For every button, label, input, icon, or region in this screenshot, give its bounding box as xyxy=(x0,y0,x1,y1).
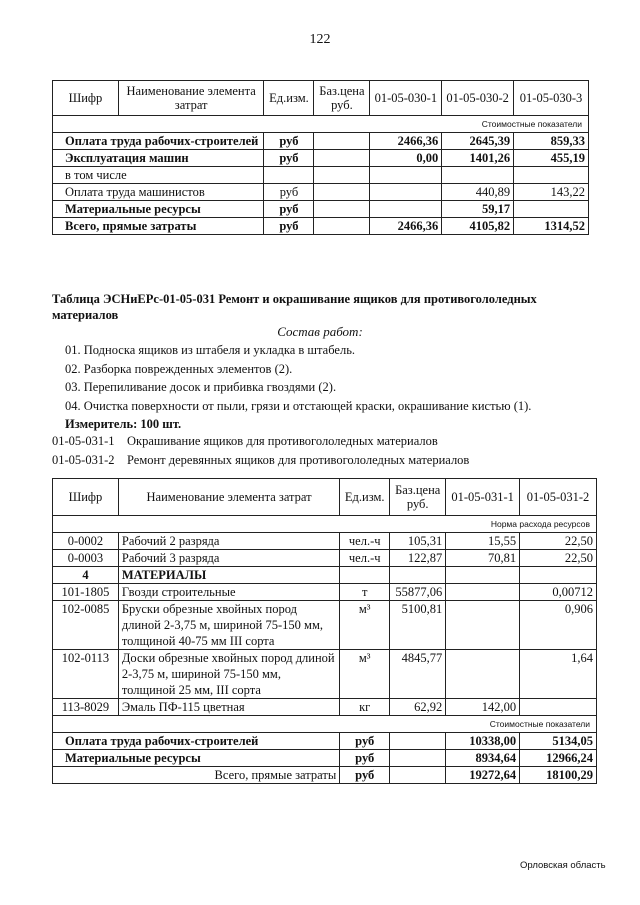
row-v3 xyxy=(514,167,589,184)
total-v2: 5134,05 xyxy=(520,733,597,750)
row-v2: 0,906 xyxy=(520,601,597,650)
region-footer: Орловская область xyxy=(520,860,606,871)
row-base xyxy=(314,201,370,218)
work-item: 01. Подноска ящиков из штабеля и укладка в штабель. xyxy=(65,343,356,357)
row-v1 xyxy=(446,584,520,601)
table-row xyxy=(53,584,597,601)
code: 01-05-031-1 xyxy=(52,434,115,448)
row-name: Рабочий 3 разряда xyxy=(118,550,339,567)
row-v2: 22,50 xyxy=(520,533,597,550)
table-row xyxy=(53,218,589,235)
cost-label: Стоимостные показатели xyxy=(53,716,597,733)
total-unit: руб xyxy=(340,767,390,784)
table-row xyxy=(53,150,589,167)
row-name: в том числе xyxy=(53,167,264,184)
row-unit xyxy=(340,567,390,584)
row-base xyxy=(314,218,370,235)
row-name: Всего, прямые затраты xyxy=(53,218,264,235)
row-base xyxy=(314,150,370,167)
row-v2: 59,17 xyxy=(442,201,514,218)
row-v2: 4105,82 xyxy=(442,218,514,235)
row-v3: 859,33 xyxy=(514,133,589,150)
table-header-row xyxy=(53,81,589,116)
row-v3: 143,22 xyxy=(514,184,589,201)
total-name: Всего, прямые затраты xyxy=(53,767,340,784)
work-item: 04. Очистка поверхности от пыли, грязи и отстающей краски, окрашивание кистью (1). xyxy=(65,399,532,413)
row-v1 xyxy=(370,184,442,201)
table-row xyxy=(53,184,589,201)
row-unit: руб xyxy=(264,201,314,218)
row-base xyxy=(314,133,370,150)
header-col1: 01-05-030-1 xyxy=(370,81,442,116)
header-name: Наименование элемента затрат xyxy=(118,479,339,516)
table-row xyxy=(53,133,589,150)
total-v2: 18100,29 xyxy=(520,767,597,784)
total-unit: руб xyxy=(340,733,390,750)
total-unit: руб xyxy=(340,750,390,767)
total-v1: 19272,64 xyxy=(446,767,520,784)
code-line xyxy=(52,453,469,468)
total-row xyxy=(53,733,597,750)
row-unit: м³ xyxy=(340,650,390,699)
norm-label-row xyxy=(53,516,597,533)
total-row xyxy=(53,750,597,767)
row-v1 xyxy=(370,201,442,218)
header-col2: 01-05-030-2 xyxy=(442,81,514,116)
row-v1: 15,55 xyxy=(446,533,520,550)
total-base xyxy=(390,767,446,784)
header-code: Шифр xyxy=(53,479,119,516)
measure-unit: Измеритель: 100 шт. xyxy=(65,417,182,431)
row-base: 4845,77 xyxy=(390,650,446,699)
row-unit: м³ xyxy=(340,601,390,650)
table-row xyxy=(53,167,589,184)
row-code: 113-8029 xyxy=(53,699,119,716)
section-label-row xyxy=(53,116,589,133)
row-base: 122,87 xyxy=(390,550,446,567)
row-name: Эмаль ПФ-115 цветная xyxy=(118,699,339,716)
row-v1 xyxy=(446,650,520,699)
row-v2: 22,50 xyxy=(520,550,597,567)
header-unit: Ед.изм. xyxy=(264,81,314,116)
page-number: 122 xyxy=(309,32,331,47)
row-base: 55877,06 xyxy=(390,584,446,601)
row-unit: чел.-ч xyxy=(340,533,390,550)
total-name: Оплата труда рабочих-строителей xyxy=(53,733,340,750)
total-base xyxy=(390,733,446,750)
code: 01-05-031-2 xyxy=(52,453,115,467)
row-code: 4 xyxy=(53,567,119,584)
cost-table-030 xyxy=(52,80,589,235)
row-v2: 2645,39 xyxy=(442,133,514,150)
row-v2 xyxy=(442,167,514,184)
row-v1: 142,00 xyxy=(446,699,520,716)
code-description: Ремонт деревянных ящиков для противогололедных материалов xyxy=(127,453,470,467)
total-v2: 12966,24 xyxy=(520,750,597,767)
row-v1 xyxy=(370,167,442,184)
table-row xyxy=(53,650,597,699)
row-v1: 0,00 xyxy=(370,150,442,167)
row-name: Рабочий 2 разряда xyxy=(118,533,339,550)
row-v1: 2466,36 xyxy=(370,218,442,235)
row-code: 102-0113 xyxy=(53,650,119,699)
row-v2 xyxy=(520,699,597,716)
table-row xyxy=(53,699,597,716)
row-unit: руб xyxy=(264,133,314,150)
work-composition-title: Состав работ: xyxy=(277,324,363,339)
header-unit: Ед.изм. xyxy=(340,479,390,516)
row-base: 62,92 xyxy=(390,699,446,716)
row-v2: 1,64 xyxy=(520,650,597,699)
row-v3 xyxy=(514,201,589,218)
table-row xyxy=(53,550,597,567)
row-v2 xyxy=(520,567,597,584)
row-unit: т xyxy=(340,584,390,601)
table-row xyxy=(53,601,597,650)
row-base xyxy=(390,567,446,584)
work-item: 02. Разборка поврежденных элементов (2). xyxy=(65,362,293,376)
header-code: Шифр xyxy=(53,81,119,116)
row-code: 101-1805 xyxy=(53,584,119,601)
row-unit: руб xyxy=(264,150,314,167)
total-base xyxy=(390,750,446,767)
row-v3: 1314,52 xyxy=(514,218,589,235)
row-code: 0-0002 xyxy=(53,533,119,550)
header-name: Наименование элемента затрат xyxy=(118,81,264,116)
row-name: Доски обрезные хвойных пород длиной 2-3,75 м, шириной 75-150 мм, толщиной 25 мм, III сорта xyxy=(118,650,339,699)
row-base xyxy=(314,167,370,184)
table-row xyxy=(53,533,597,550)
row-v2: 0,00712 xyxy=(520,584,597,601)
row-name: Оплата труда машинистов xyxy=(53,184,264,201)
row-name: Бруски обрезные хвойных пород длиной 2-3,75 м, шириной 75-150 мм, толщиной 40-75 мм III сорта xyxy=(118,601,339,650)
header-col3: 01-05-030-3 xyxy=(514,81,589,116)
table-row xyxy=(53,201,589,218)
code-description: Окрашивание ящиков для противогололедных материалов xyxy=(127,434,438,448)
row-name: Оплата труда рабочих-строителей xyxy=(53,133,264,150)
row-name: Материальные ресурсы xyxy=(53,201,264,218)
total-v1: 8934,64 xyxy=(446,750,520,767)
row-name: Эксплуатация машин xyxy=(53,150,264,167)
row-unit: кг xyxy=(340,699,390,716)
row-code: 102-0085 xyxy=(53,601,119,650)
total-row xyxy=(53,767,597,784)
table-title: Таблица ЭСНиЕРс-01-05-031 Ремонт и окрашивание ящиков для противогололедных материалов xyxy=(52,292,537,322)
row-v1 xyxy=(446,601,520,650)
work-item: 03. Перепиливание досок и прибивка гвоздями (2). xyxy=(65,380,337,394)
norm-label: Норма расхода ресурсов xyxy=(53,516,597,533)
row-name: Гвозди строительные xyxy=(118,584,339,601)
code-line xyxy=(52,434,438,449)
row-v2: 1401,26 xyxy=(442,150,514,167)
table-header-row xyxy=(53,479,597,516)
header-col1: 01-05-031-1 xyxy=(446,479,520,516)
header-base-price: Баз.цена руб. xyxy=(390,479,446,516)
row-code: 0-0003 xyxy=(53,550,119,567)
row-v1 xyxy=(446,567,520,584)
row-v3: 455,19 xyxy=(514,150,589,167)
total-name: Материальные ресурсы xyxy=(53,750,340,767)
header-base-price: Баз.цена руб. xyxy=(314,81,370,116)
cost-label-row xyxy=(53,716,597,733)
row-unit: руб xyxy=(264,184,314,201)
row-base: 5100,81 xyxy=(390,601,446,650)
resource-table-031 xyxy=(52,478,597,784)
row-name: МАТЕРИАЛЫ xyxy=(118,567,339,584)
total-v1: 10338,00 xyxy=(446,733,520,750)
row-base xyxy=(314,184,370,201)
row-unit: чел.-ч xyxy=(340,550,390,567)
row-v2: 440,89 xyxy=(442,184,514,201)
table-row xyxy=(53,567,597,584)
row-unit: руб xyxy=(264,218,314,235)
header-col2: 01-05-031-2 xyxy=(520,479,597,516)
section-label: Стоимостные показатели xyxy=(53,116,589,133)
row-unit xyxy=(264,167,314,184)
row-base: 105,31 xyxy=(390,533,446,550)
row-v1: 2466,36 xyxy=(370,133,442,150)
row-v1: 70,81 xyxy=(446,550,520,567)
